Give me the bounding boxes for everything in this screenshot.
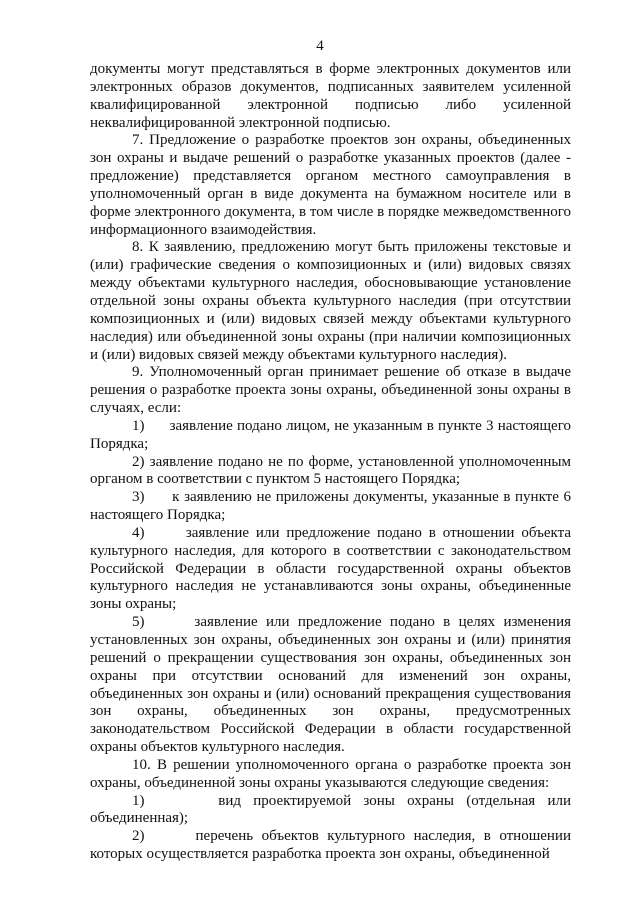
- list-item-9-2: 2) заявление подано не по форме, установленной уполномоченным органом в соответствии с пунктом 5 настоящего Порядка;: [90, 453, 571, 488]
- list-item-9-4: 4) заявление или предложение подано в отношении объекта культурного наследия, для которого в соответствии с законодательством Российской Федерации в области государственной охраны объектов культурного наследия не устанавливаются зоны охраны, объединенные зоны охраны;: [90, 524, 575, 613]
- list-item-10-2: 2) перечень объектов культурного наследия, в отношении которых осуществляется разработка проекта зон охраны, объединенной: [90, 828, 575, 863]
- list-item-10-1: 1) вид проектируемой зоны охраны (отдельная или объединенная);: [90, 792, 575, 827]
- paragraph-7: 7. Предложение о разработке проектов зон охраны, объединенных зон охраны и выдаче решений о разработке указанных проектов (далее - предложение) представляется органом местного самоуправления в уполномоченный орган в виде документа на бумажном носителе или в форме электронного документа, в том числе в порядке межведомственного информационного взаимодействия.: [90, 132, 571, 238]
- paragraph-continuation: документы могут представляться в форме электронных документов или электронных образов документов, подписанных заявителем усиленной квалифицированной электронной подписью либо усиленной неквалифицированной электронной подписью.: [90, 61, 571, 131]
- list-item-9-5: 5) заявление или предложение подано в целях изменения установленных зон охраны, объединенных зон охраны и (или) принятия решений о прекращении существования зон охраны, объединенных зон охраны при отсутствии оснований для изменений зон охраны, объединенных зон охраны и (или) оснований прекращения существования зон охраны, объединенных зон охраны, предусмотренных законодательством Российской Федерации в области государственной охраны объектов культурного наследия.: [90, 614, 575, 756]
- list-item-9-3: 3) к заявлению не приложены документы, указанные в пункте 6 настоящего Порядка;: [90, 489, 575, 524]
- document-body: [90, 61, 575, 864]
- paragraph-10: 10. В решении уполномоченного органа о разработке проекта зон охраны, объединенной зоны охраны указываются следующие сведения:: [90, 756, 571, 791]
- paragraph-8: 8. К заявлению, предложению могут быть приложены текстовые и (или) графические сведения о композиционных и (или) видовых связях между объектами культурного наследия, обосновывающие установление отдельной зоны охраны объекта культурного наследия (при отсутствии композиционных и (или) видовых связей между объектами культурного наследия) или объединенной зоны охраны (при наличии композиционных и (или) видовых связей между объектами культурного наследия).: [90, 239, 571, 363]
- page-number: 4: [316, 38, 324, 54]
- paragraph-9: 9. Уполномоченный орган принимает решение об отказе в выдаче решения о разработке проекта зоны охраны, объединенной зоны охраны в случаях, если:: [90, 364, 571, 417]
- list-item-9-1: 1) заявление подано лицом, не указанным в пункте 3 настоящего Порядка;: [90, 417, 575, 452]
